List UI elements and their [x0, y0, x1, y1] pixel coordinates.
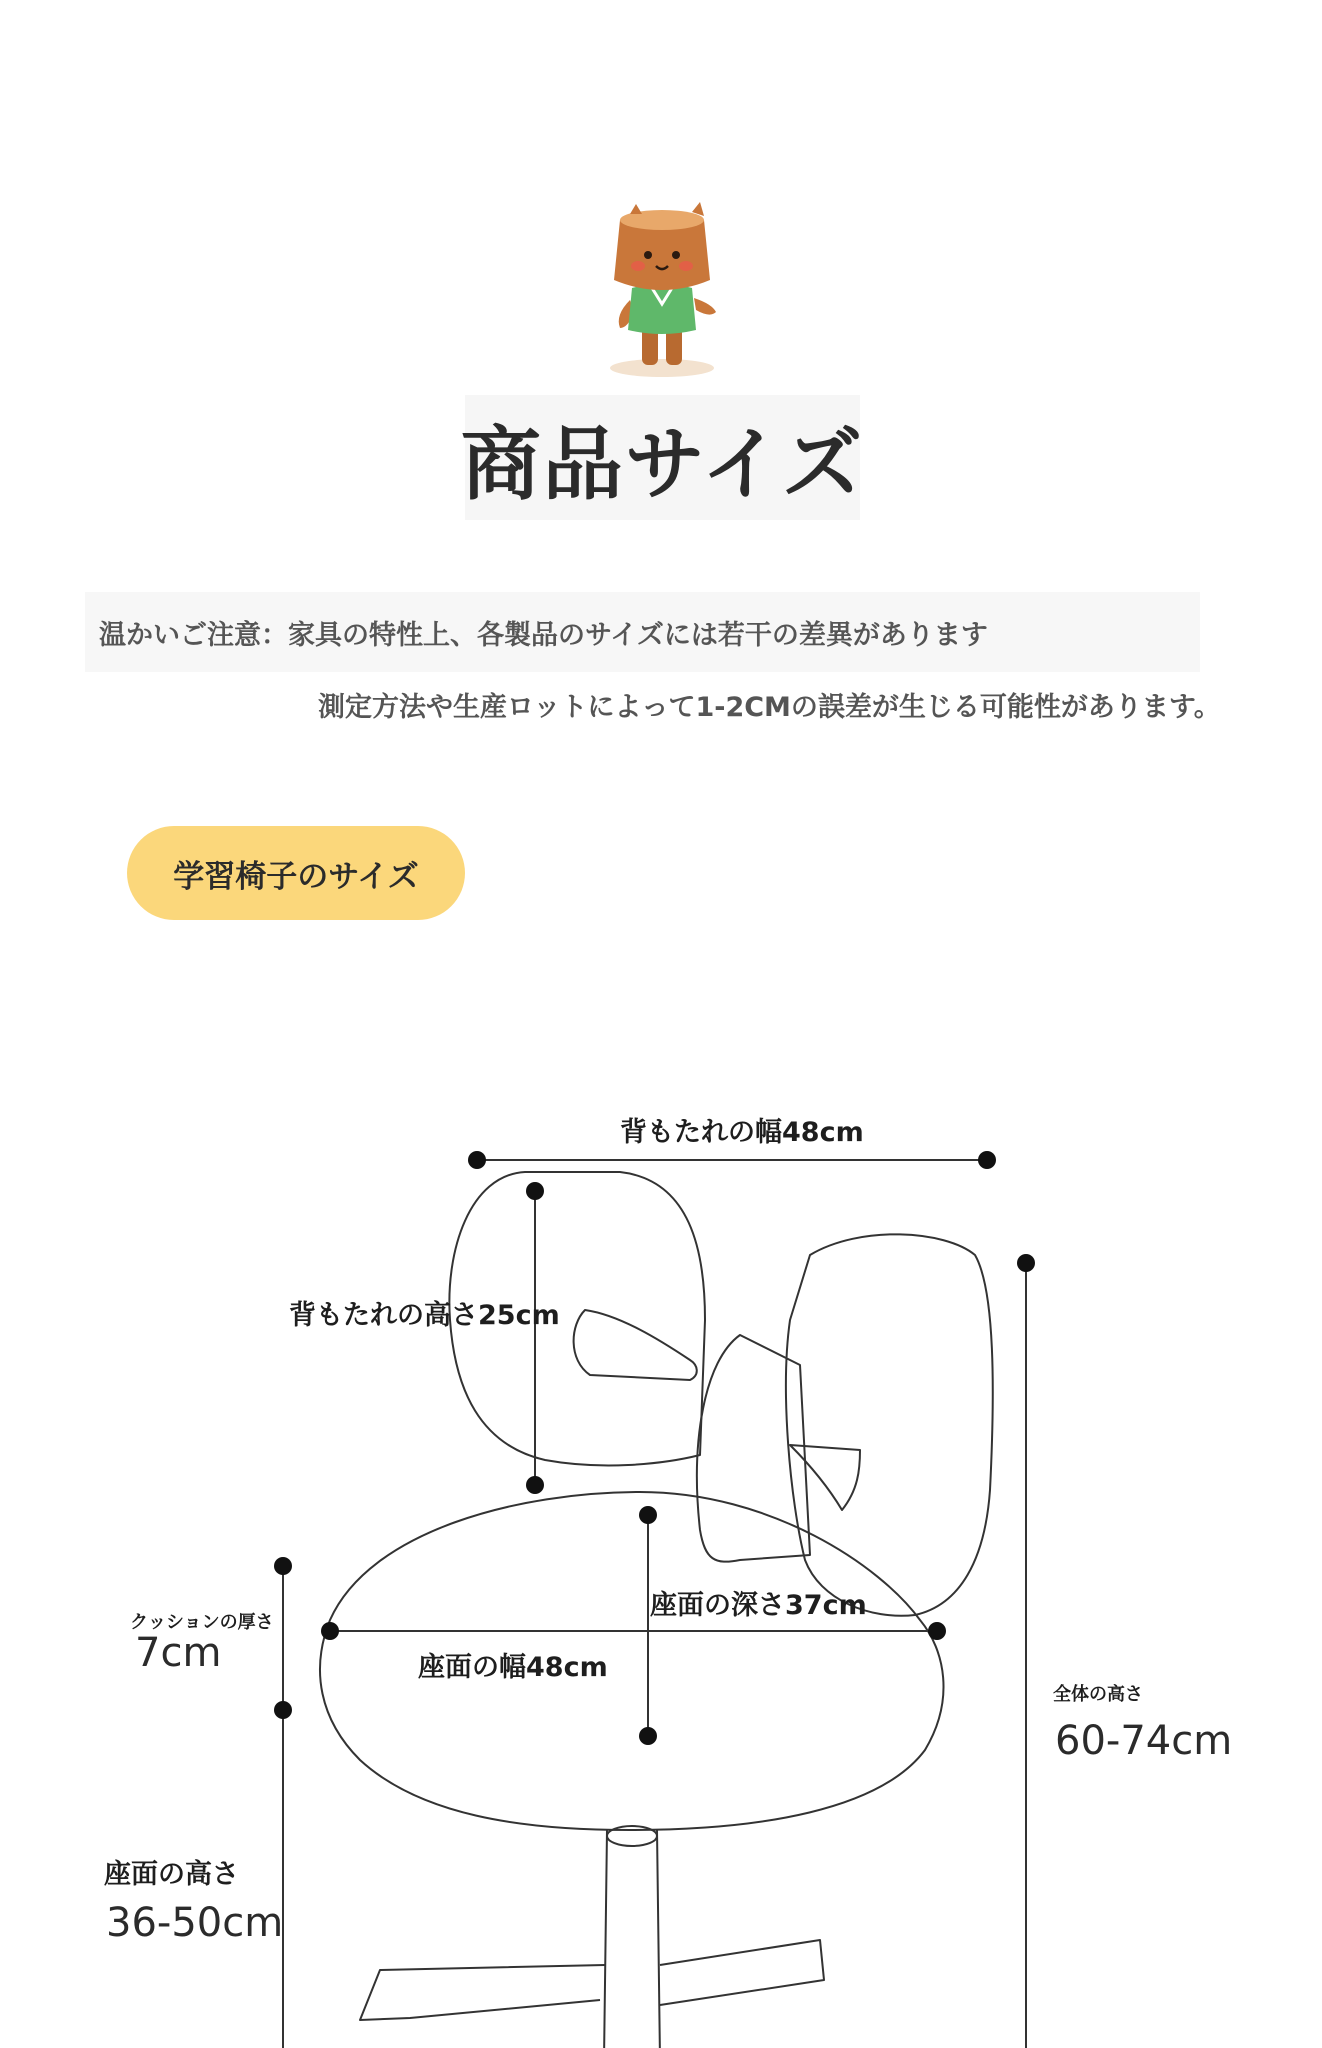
label-backrest-width: 背もたれの幅48cm: [620, 1117, 864, 1148]
page-title-block: [460, 395, 865, 520]
label-seat-depth: 座面の深さ37cm: [650, 1590, 867, 1621]
notice-line-2: [318, 682, 1268, 726]
base-leg-left: [360, 1965, 605, 2020]
notice-line-1: [85, 592, 1200, 672]
value-total-height: 60-74cm: [1055, 1718, 1233, 1764]
chair-dimension-diagram: [0, 1060, 1322, 2048]
label-seat-width: 座面の幅48cm: [418, 1652, 608, 1683]
backrest-right-lobe: [786, 1234, 993, 1615]
gas-lift-column: [604, 1830, 660, 2048]
dim-point: [1017, 1254, 1035, 1272]
label-cushion-thickness: クッションの厚さ: [130, 1612, 274, 1633]
handle-hole-right: [790, 1445, 860, 1510]
dim-point: [928, 1622, 946, 1640]
page-title: 商品サイズ: [460, 418, 865, 511]
value-seat-height: 36-50cm: [106, 1900, 284, 1946]
seat-cushion: [320, 1492, 944, 1830]
dim-point: [978, 1151, 996, 1169]
value-cushion-thickness: 7cm: [135, 1630, 222, 1676]
dim-point: [274, 1557, 292, 1575]
handle-hole-left: [574, 1310, 697, 1380]
base-leg-right: [660, 1940, 824, 2005]
label-seat-height: 座面の高さ: [104, 1859, 239, 1890]
section-title: 学習椅子のサイズ: [173, 858, 419, 895]
dim-point: [639, 1506, 657, 1524]
mascot-icon: [600, 200, 730, 380]
dim-point: [468, 1151, 486, 1169]
section-title-pill: [127, 826, 465, 920]
dim-point: [639, 1727, 657, 1745]
label-total-height: 全体の高さ: [1053, 1684, 1143, 1705]
notice-text-1: 温かいご注意：家具の特性上、各製品のサイズには若干の差異があります: [99, 619, 988, 651]
dim-point: [526, 1182, 544, 1200]
label-backrest-height: 背もたれの高さ25cm: [289, 1300, 560, 1331]
dim-point: [274, 1701, 292, 1719]
notice-text-2: 測定方法や生産ロットによって1-2CMの誤差が生じる可能性があります。: [318, 691, 1221, 723]
dim-point: [526, 1476, 544, 1494]
dim-point: [321, 1622, 339, 1640]
